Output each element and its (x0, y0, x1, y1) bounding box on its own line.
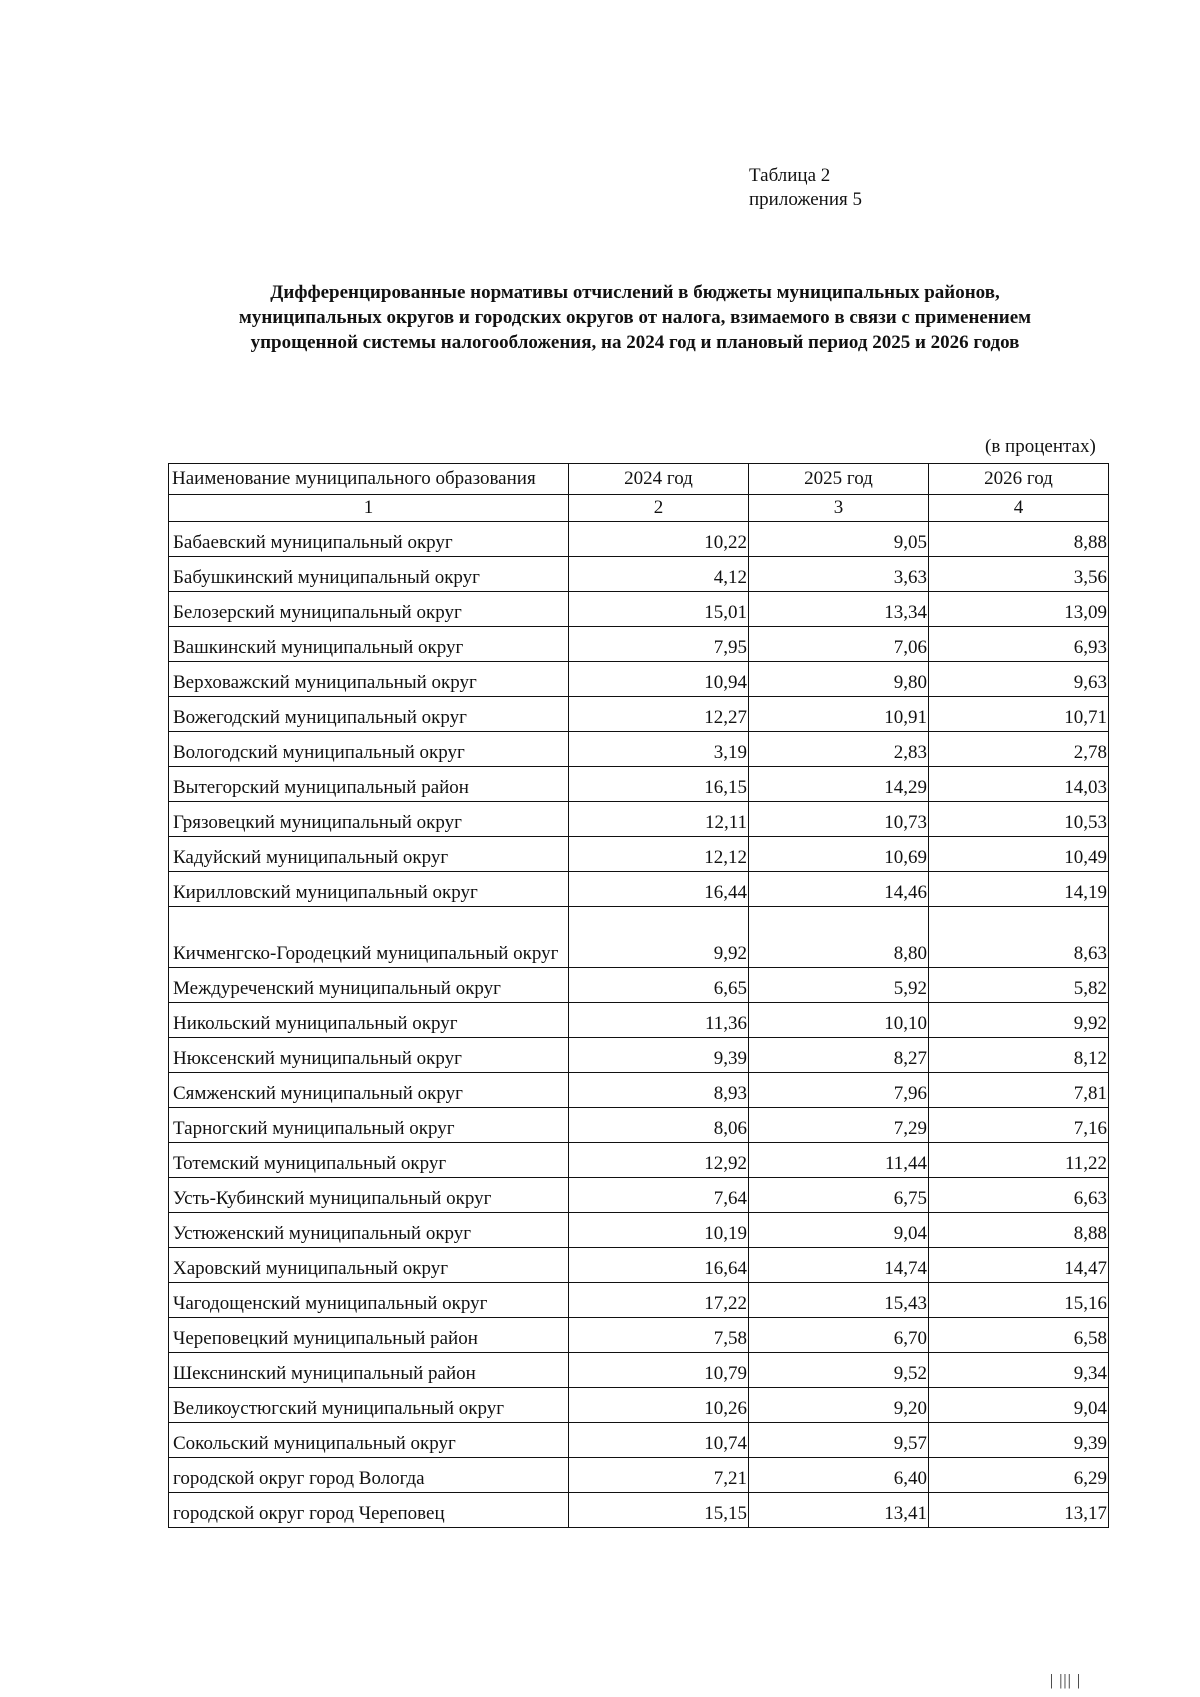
municipality-name-cell: Верховажский муниципальный округ (169, 662, 569, 697)
municipality-name-cell: Кичменгско-Городецкий муниципальный округ (169, 907, 569, 968)
table-row (169, 1458, 1109, 1493)
rate-2025-cell: 6,70 (749, 1318, 929, 1353)
rate-2025-cell: 7,96 (749, 1073, 929, 1108)
column-number: 2 (569, 495, 749, 522)
rate-2024-cell: 10,26 (569, 1388, 749, 1423)
rate-2026-cell: 6,58 (929, 1318, 1109, 1353)
title-line-3: упрощенной системы налогообложения, на 2024 год и плановый период 2025 и 2026 годов (250, 332, 1020, 353)
rate-2024-cell: 3,19 (569, 732, 749, 767)
rate-2026-cell: 6,63 (929, 1178, 1109, 1213)
rate-2026-cell: 6,29 (929, 1458, 1109, 1493)
municipality-name-cell: Никольский муниципальный округ (169, 1003, 569, 1038)
rate-2024-cell: 12,12 (569, 837, 749, 872)
municipality-name-cell: Череповецкий муниципальный район (169, 1318, 569, 1353)
rate-2026-cell: 8,12 (929, 1038, 1109, 1073)
rate-2024-cell: 6,65 (569, 968, 749, 1003)
rate-2024-cell: 7,58 (569, 1318, 749, 1353)
rate-2025-cell: 14,74 (749, 1248, 929, 1283)
table-row (169, 1143, 1109, 1178)
rate-2025-cell: 9,04 (749, 1213, 929, 1248)
document-title (170, 280, 1100, 355)
rate-2024-cell: 12,92 (569, 1143, 749, 1178)
rate-2025-cell: 6,40 (749, 1458, 929, 1493)
rate-2026-cell: 9,39 (929, 1423, 1109, 1458)
rate-2025-cell: 7,29 (749, 1108, 929, 1143)
rate-2026-cell: 10,49 (929, 837, 1109, 872)
municipality-name-cell: Грязовецкий муниципальный округ (169, 802, 569, 837)
table-row (169, 557, 1109, 592)
rate-2026-cell: 10,53 (929, 802, 1109, 837)
table-row (169, 627, 1109, 662)
municipality-name-cell: Вологодский муниципальный округ (169, 732, 569, 767)
rate-2024-cell: 4,12 (569, 557, 749, 592)
rate-2025-cell: 10,10 (749, 1003, 929, 1038)
header-2025: 2025 год (749, 464, 929, 495)
rate-2024-cell: 7,21 (569, 1458, 749, 1493)
rate-2026-cell: 14,03 (929, 767, 1109, 802)
rate-2026-cell: 7,81 (929, 1073, 1109, 1108)
rate-2025-cell: 9,20 (749, 1388, 929, 1423)
table-row (169, 1248, 1109, 1283)
rate-2026-cell: 8,63 (929, 907, 1109, 968)
rate-2024-cell: 8,06 (569, 1108, 749, 1143)
municipality-name-cell: Бабаевский муниципальный округ (169, 522, 569, 557)
rate-2024-cell: 8,93 (569, 1073, 749, 1108)
rate-2025-cell: 2,83 (749, 732, 929, 767)
table-row (169, 1353, 1109, 1388)
rate-2026-cell: 14,19 (929, 872, 1109, 907)
rate-2024-cell: 15,15 (569, 1493, 749, 1528)
table-row (169, 732, 1109, 767)
rate-2026-cell: 9,04 (929, 1388, 1109, 1423)
rate-2026-cell: 7,16 (929, 1108, 1109, 1143)
municipality-name-cell: Вытегорский муниципальный район (169, 767, 569, 802)
rate-2024-cell: 15,01 (569, 592, 749, 627)
table-row (169, 907, 1109, 968)
rate-2024-cell: 7,95 (569, 627, 749, 662)
rate-2026-cell: 9,63 (929, 662, 1109, 697)
rate-2025-cell: 9,05 (749, 522, 929, 557)
rate-2026-cell: 11,22 (929, 1143, 1109, 1178)
header-2024: 2024 год (569, 464, 749, 495)
rate-2026-cell: 5,82 (929, 968, 1109, 1003)
rate-2024-cell: 16,64 (569, 1248, 749, 1283)
municipality-name-cell: Тарногский муниципальный округ (169, 1108, 569, 1143)
table-header-row (169, 464, 1109, 495)
rate-2025-cell: 13,34 (749, 592, 929, 627)
table-row (169, 1423, 1109, 1458)
normatives-table (168, 463, 1109, 1528)
rate-2024-cell: 12,27 (569, 697, 749, 732)
rate-2024-cell: 10,94 (569, 662, 749, 697)
rate-2025-cell: 9,52 (749, 1353, 929, 1388)
rate-2026-cell: 6,93 (929, 627, 1109, 662)
table-row (169, 1108, 1109, 1143)
municipality-name-cell: Вожегодский муниципальный округ (169, 697, 569, 732)
table-row (169, 1493, 1109, 1528)
table-row (169, 592, 1109, 627)
rate-2024-cell: 10,19 (569, 1213, 749, 1248)
municipality-name-cell: Великоустюгский муниципальный округ (169, 1388, 569, 1423)
municipality-name-cell: Белозерский муниципальный округ (169, 592, 569, 627)
caption-table-number: Таблица 2 (749, 165, 831, 186)
municipality-name-cell: Чагодощенский муниципальный округ (169, 1283, 569, 1318)
municipality-name-cell: Усть-Кубинский муниципальный округ (169, 1178, 569, 1213)
rate-2025-cell: 15,43 (749, 1283, 929, 1318)
rate-2025-cell: 8,80 (749, 907, 929, 968)
rate-2024-cell: 10,22 (569, 522, 749, 557)
rate-2024-cell: 11,36 (569, 1003, 749, 1038)
rate-2025-cell: 14,46 (749, 872, 929, 907)
rate-2026-cell: 3,56 (929, 557, 1109, 592)
table-row (169, 1178, 1109, 1213)
header-municipality: Наименование муниципального образования (169, 464, 569, 495)
municipality-name-cell: Устюженский муниципальный округ (169, 1213, 569, 1248)
table-caption (749, 164, 862, 212)
rate-2025-cell: 10,91 (749, 697, 929, 732)
table-row (169, 1283, 1109, 1318)
rate-2024-cell: 9,92 (569, 907, 749, 968)
table-row (169, 522, 1109, 557)
table-row (169, 872, 1109, 907)
scan-marks: | ||| | (1050, 1672, 1082, 1689)
rate-2025-cell: 8,27 (749, 1038, 929, 1073)
rate-2025-cell: 13,41 (749, 1493, 929, 1528)
column-number: 3 (749, 495, 929, 522)
table-row (169, 1213, 1109, 1248)
municipality-name-cell: Кадуйский муниципальный округ (169, 837, 569, 872)
rate-2025-cell: 3,63 (749, 557, 929, 592)
column-number: 1 (169, 495, 569, 522)
municipality-name-cell: Междуреченский муниципальный округ (169, 968, 569, 1003)
rate-2026-cell: 15,16 (929, 1283, 1109, 1318)
rate-2024-cell: 16,44 (569, 872, 749, 907)
rate-2024-cell: 16,15 (569, 767, 749, 802)
municipality-name-cell: городской округ город Череповец (169, 1493, 569, 1528)
rate-2025-cell: 10,73 (749, 802, 929, 837)
rate-2025-cell: 11,44 (749, 1143, 929, 1178)
municipality-name-cell: Бабушкинский муниципальный округ (169, 557, 569, 592)
municipality-name-cell: городской округ город Вологда (169, 1458, 569, 1493)
municipality-name-cell: Тотемский муниципальный округ (169, 1143, 569, 1178)
table-row (169, 662, 1109, 697)
table-row (169, 1318, 1109, 1353)
header-2026: 2026 год (929, 464, 1109, 495)
rate-2024-cell: 7,64 (569, 1178, 749, 1213)
units-note: (в процентах) (985, 436, 1096, 457)
table-row (169, 968, 1109, 1003)
rate-2026-cell: 9,92 (929, 1003, 1109, 1038)
municipality-name-cell: Сокольский муниципальный округ (169, 1423, 569, 1458)
table-row (169, 1003, 1109, 1038)
rate-2025-cell: 9,57 (749, 1423, 929, 1458)
rate-2026-cell: 8,88 (929, 1213, 1109, 1248)
rate-2024-cell: 9,39 (569, 1038, 749, 1073)
rate-2025-cell: 10,69 (749, 837, 929, 872)
rate-2025-cell: 5,92 (749, 968, 929, 1003)
table-row (169, 1073, 1109, 1108)
municipality-name-cell: Шекснинский муниципальный район (169, 1353, 569, 1388)
rate-2024-cell: 17,22 (569, 1283, 749, 1318)
table-row (169, 1388, 1109, 1423)
municipality-name-cell: Кирилловский муниципальный округ (169, 872, 569, 907)
rate-2026-cell: 2,78 (929, 732, 1109, 767)
rate-2025-cell: 7,06 (749, 627, 929, 662)
rate-2026-cell: 10,71 (929, 697, 1109, 732)
table-row (169, 1038, 1109, 1073)
table-row (169, 767, 1109, 802)
table-row (169, 802, 1109, 837)
rate-2026-cell: 13,09 (929, 592, 1109, 627)
title-line-1: Дифференцированные нормативы отчислений в бюджеты муниципальных районов, (270, 282, 1000, 303)
rate-2025-cell: 9,80 (749, 662, 929, 697)
table-body (169, 522, 1109, 1528)
rate-2025-cell: 6,75 (749, 1178, 929, 1213)
table-row (169, 837, 1109, 872)
rate-2024-cell: 10,74 (569, 1423, 749, 1458)
title-line-2: муниципальных округов и городских округов от налога, взимаемого в связи с применением (238, 307, 1032, 328)
rate-2024-cell: 12,11 (569, 802, 749, 837)
rate-2026-cell: 13,17 (929, 1493, 1109, 1528)
rate-2025-cell: 14,29 (749, 767, 929, 802)
column-number: 4 (929, 495, 1109, 522)
rate-2024-cell: 10,79 (569, 1353, 749, 1388)
rate-2026-cell: 14,47 (929, 1248, 1109, 1283)
municipality-name-cell: Нюксенский муниципальный округ (169, 1038, 569, 1073)
rate-2026-cell: 9,34 (929, 1353, 1109, 1388)
municipality-name-cell: Харовский муниципальный округ (169, 1248, 569, 1283)
rate-2026-cell: 8,88 (929, 522, 1109, 557)
column-number-row (169, 495, 1109, 522)
municipality-name-cell: Сямженский муниципальный округ (169, 1073, 569, 1108)
caption-appendix-number: приложения 5 (749, 189, 862, 210)
table-row (169, 697, 1109, 732)
municipality-name-cell: Вашкинский муниципальный округ (169, 627, 569, 662)
